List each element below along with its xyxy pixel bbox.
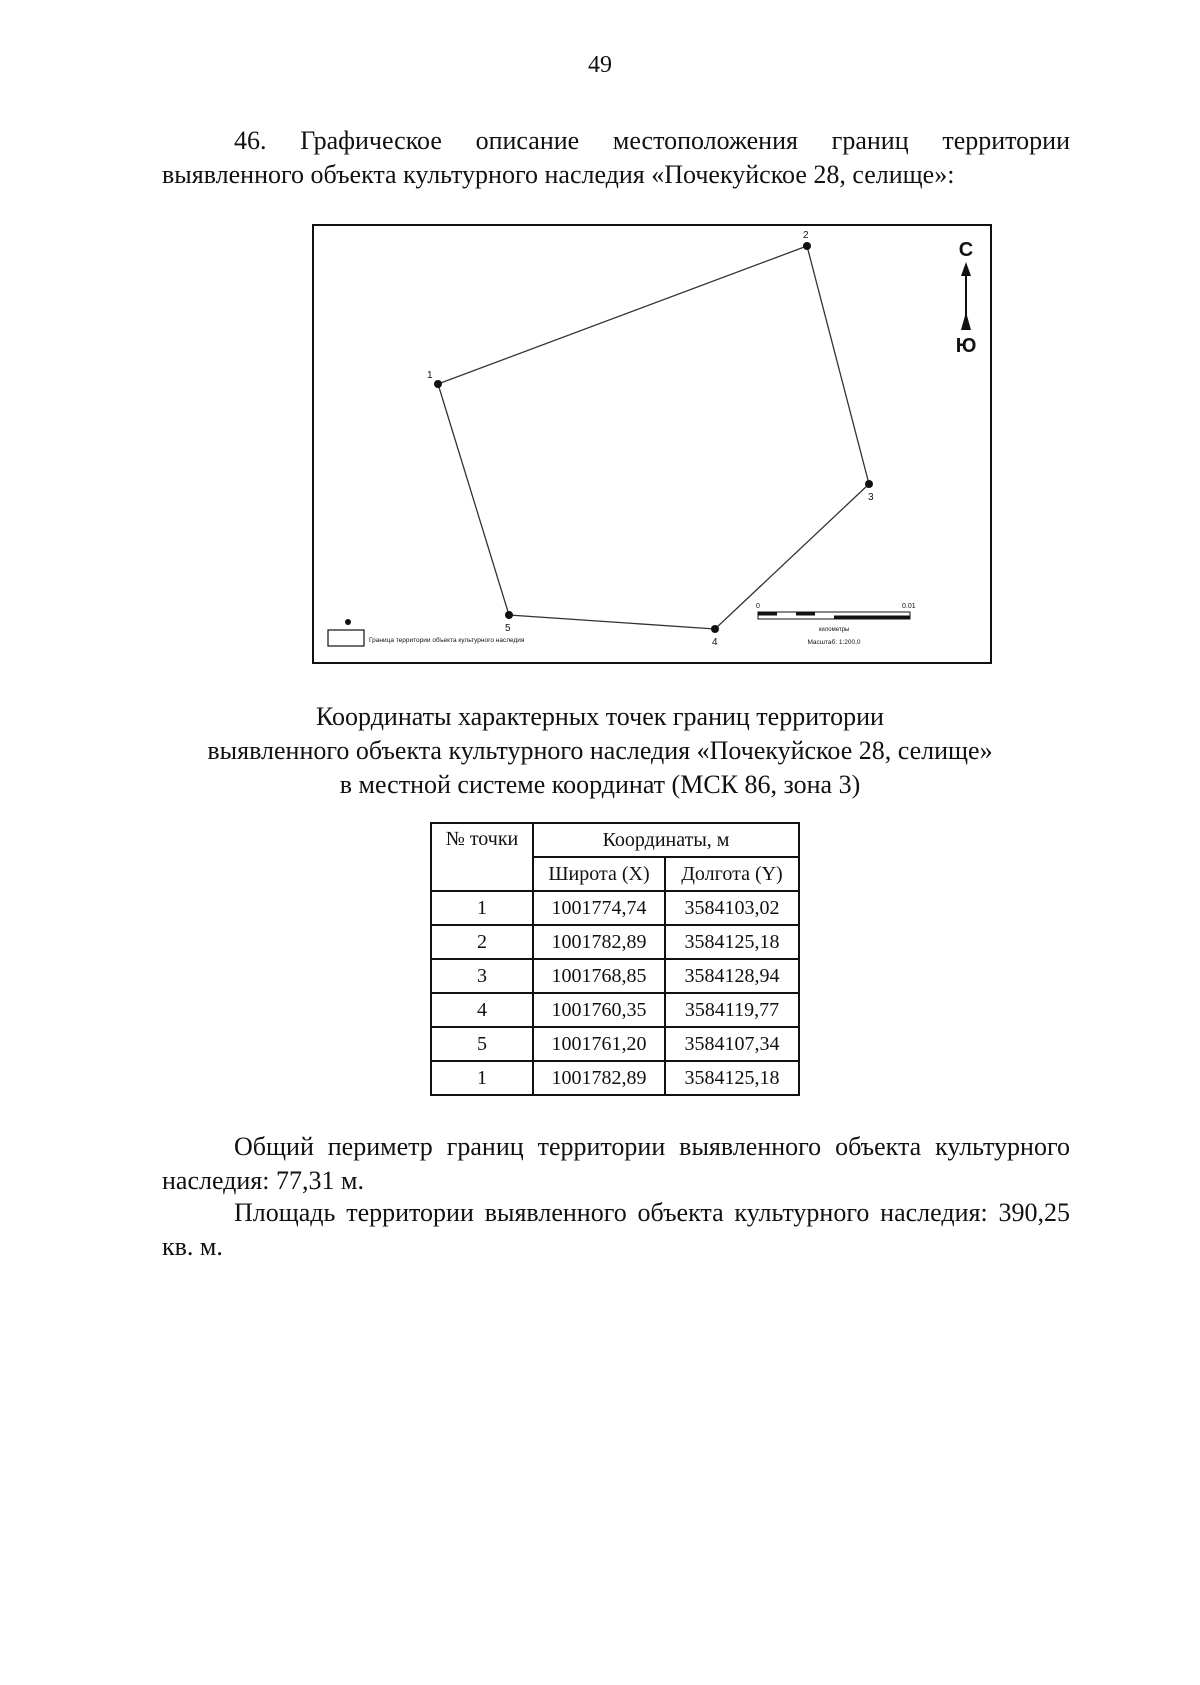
cell-point: 1 (431, 1061, 533, 1095)
cell-x: 1001761,20 (533, 1027, 665, 1061)
table-row (431, 925, 799, 959)
cell-y: 3584125,18 (665, 925, 799, 959)
legend-label: Граница территории объекта культурного наследия (369, 637, 525, 644)
cell-y: 3584103,02 (665, 891, 799, 925)
table-row (431, 891, 799, 925)
coordinates-title-line-1: Координаты характерных точек границ территории (316, 702, 884, 731)
arrow-tail-icon (961, 312, 971, 330)
section-heading: 46. Графическое описание местоположения границ территории выявленного объекта культурного наследия «Почекуйское 28, селище»: (162, 126, 1070, 189)
table-row (431, 1027, 799, 1061)
north-label: С (958, 239, 974, 261)
cell-point: 5 (431, 1027, 533, 1061)
scale-segment (796, 612, 815, 616)
north-arrow (956, 239, 977, 357)
scale-start-label: 0 (756, 603, 760, 610)
cell-point: 1 (431, 891, 533, 925)
cell-x: 1001768,85 (533, 959, 665, 993)
scale-units-label: километры (818, 627, 850, 633)
cell-x: 1001774,74 (533, 891, 665, 925)
header-longitude: Долгота (Y) (665, 857, 799, 891)
boundary-map-svg (314, 226, 990, 662)
coordinates-title-line-3: в местной системе координат (МСК 86, зона 3) (339, 770, 861, 799)
south-label: Ю (955, 335, 977, 357)
cell-point: 3 (431, 959, 533, 993)
area-paragraph: Площадь территории выявленного объекта культурного наследия: 390,25 кв. м. (162, 1198, 1070, 1261)
cell-point: 2 (431, 925, 533, 959)
arrow-up-icon (961, 262, 971, 276)
cell-x: 1001782,89 (533, 1061, 665, 1095)
cell-point: 4 (431, 993, 533, 1027)
scale-ratio-label: Масштаб: 1:200,0 (807, 639, 861, 646)
point-label-4: 4 (712, 637, 718, 648)
scale-end-label: 0.01 (902, 603, 916, 610)
boundary-polygon (438, 246, 869, 629)
page-number: 49 (588, 52, 612, 78)
header-latitude: Широта (X) (533, 857, 665, 891)
table-row (431, 959, 799, 993)
cell-y: 3584119,77 (665, 993, 799, 1027)
cell-x: 1001760,35 (533, 993, 665, 1027)
cell-y: 3584107,34 (665, 1027, 799, 1061)
point-marker-5 (505, 611, 513, 634)
boundary-map (312, 224, 992, 664)
scale-bar (756, 603, 916, 646)
cell-y: 3584128,94 (665, 959, 799, 993)
point-marker-3 (865, 480, 874, 503)
coordinates-title-line-2: выявленного объекта культурного наследия «Почекуйское 28, селище» (207, 736, 993, 765)
cell-x: 1001782,89 (533, 925, 665, 959)
header-coordinates: Координаты, м (533, 823, 799, 857)
table-row (431, 993, 799, 1027)
point-label-2: 2 (803, 230, 809, 241)
perimeter-paragraph: Общий периметр границ территории выявленного объекта культурного наследия: 77,31 м. (162, 1132, 1070, 1195)
point-marker-4 (711, 625, 719, 648)
scale-segment (758, 612, 777, 616)
scale-segment (834, 616, 910, 620)
point-label-3: 3 (868, 492, 874, 503)
point-marker-2 (803, 230, 811, 250)
legend-point-icon (345, 619, 351, 625)
map-legend (328, 619, 525, 646)
point-marker-1 (427, 370, 442, 388)
legend-swatch (328, 630, 364, 646)
point-label-1: 1 (427, 370, 433, 381)
point-label-5: 5 (505, 623, 511, 634)
coordinates-title (0, 700, 1200, 802)
header-point-number: № точки (431, 823, 533, 891)
coordinates-table (430, 822, 800, 1096)
cell-y: 3584125,18 (665, 1061, 799, 1095)
table-row (431, 1061, 799, 1095)
